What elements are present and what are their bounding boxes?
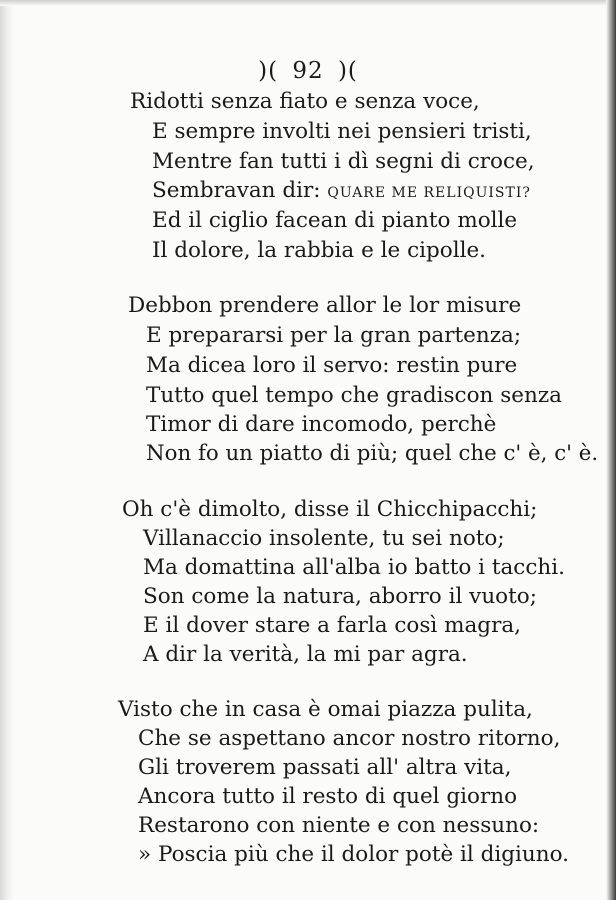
verse-line: Visto che in casa è omai piazza pulita, (118, 697, 533, 722)
verse-line: Timor di dare incomodo, perchè (146, 412, 497, 437)
verse-line: Il dolore, la rabbia e le cipolle. (152, 238, 487, 263)
page-left-edge (0, 0, 14, 900)
verse-line (152, 177, 531, 207)
page-top-edge (0, 0, 616, 6)
page-mark-left: )( (258, 58, 279, 84)
verse-line: Ridotti senza fiato e senza voce, (130, 89, 480, 114)
verse-line: Debbon prendere allor le lor misure (128, 293, 522, 318)
verse-line: Restarono con niente e con nessuno: (138, 813, 540, 838)
page-number: 92 (292, 58, 324, 84)
latin-quote: QUARE ME RELIQUISTI? (327, 185, 531, 201)
verse-line: Ma dicea loro il servo: restin pure (146, 353, 518, 378)
verse-line: » Poscia più che il dolor potè il digiuno. (138, 842, 569, 867)
page-mark-right: )( (337, 58, 358, 84)
verse-line-text: Sembravan dir: (152, 178, 328, 203)
page-right-edge (606, 0, 616, 900)
verse-line: Ancora tutto il resto di quel giorno (138, 784, 518, 809)
verse-line: Tutto quel tempo che gradiscon senza (146, 383, 562, 408)
verse-line: E sempre involti nei pensieri tristi, (152, 119, 532, 144)
page-header (0, 58, 616, 84)
verse-line: Gli troverem passati all' altra vita, (138, 755, 512, 780)
verse-line: Oh c'è dimolto, disse il Chicchipacchi; (122, 497, 538, 522)
verse-line: Ed il ciglio facean di pianto molle (152, 208, 518, 233)
verse-line: Son come la natura, aborro il vuoto; (143, 584, 537, 609)
verse-line: E il dover stare a farla così magra, (143, 613, 521, 638)
verse-line: E prepararsi per la gran partenza; (146, 323, 522, 348)
verse-line: A dir la verità, la mi par agra. (143, 642, 468, 667)
verse-line: Villanaccio insolente, tu sei noto; (143, 526, 505, 551)
verse-line: Che se aspettano ancor nostro ritorno, (138, 726, 561, 751)
verse-line: Ma domattina all'alba io batto i tacchi. (143, 555, 565, 580)
verse-line: Non fo un piatto di più; quel che c' è, c' è. (146, 441, 599, 466)
verse-line: Mentre fan tutti i dì segni di croce, (152, 149, 535, 174)
